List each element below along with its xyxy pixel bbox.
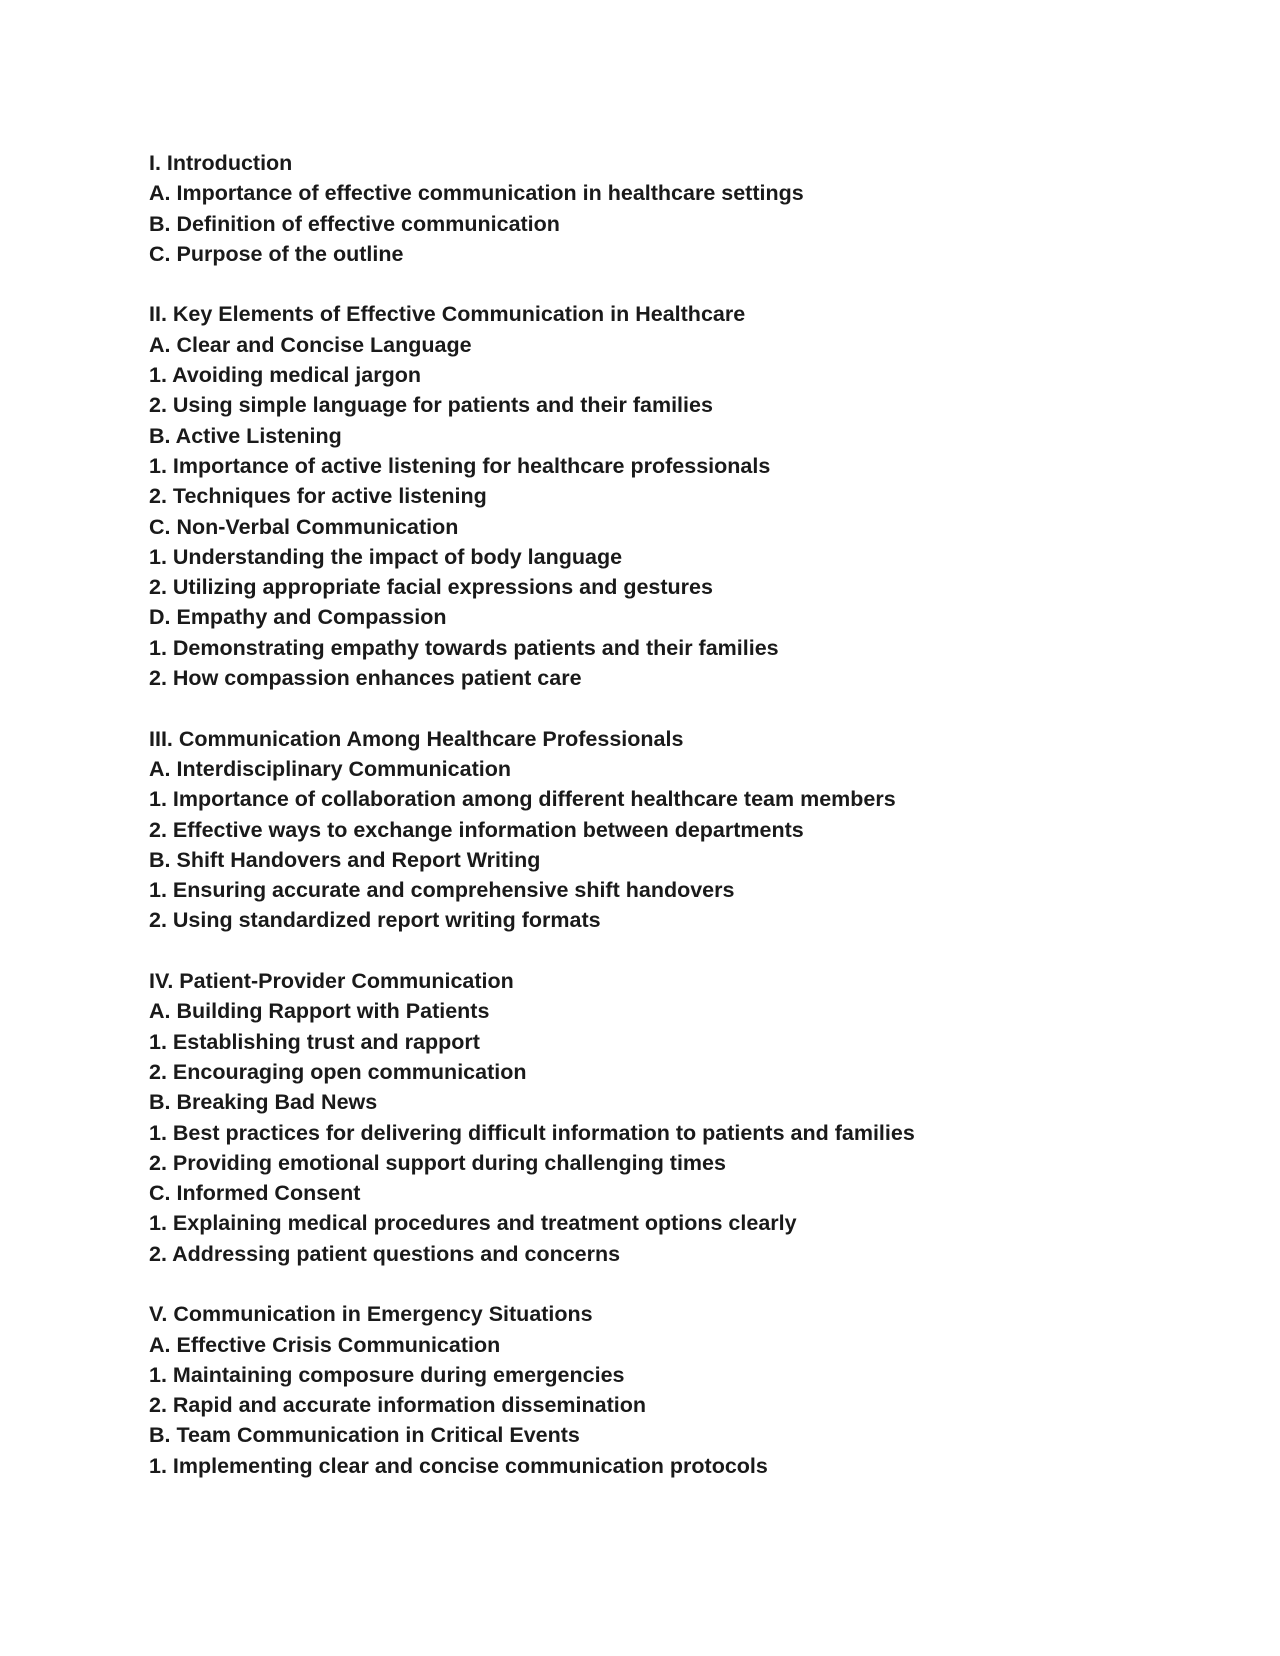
outline-item: C. Non-Verbal Communication <box>149 514 459 539</box>
outline-item: 1. Explaining medical procedures and treatment options clearly <box>149 1211 797 1236</box>
outline-item: 2. Utilizing appropriate facial expressions and gestures <box>149 575 713 600</box>
outline-item: 2. Rapid and accurate information dissemination <box>149 1393 646 1418</box>
section-heading: IV. Patient-Provider Communication <box>149 969 514 994</box>
outline-item: 2. Providing emotional support during challenging times <box>149 1150 726 1175</box>
outline-item: 1. Best practices for delivering difficult information to patients and families <box>149 1120 915 1145</box>
outline-item: A. Interdisciplinary Communication <box>149 756 511 781</box>
outline-item: C. Informed Consent <box>149 1181 361 1206</box>
outline-item: 2. Effective ways to exchange information between departments <box>149 817 804 842</box>
outline-item: A. Effective Crisis Communication <box>149 1332 501 1357</box>
outline-item: 2. Addressing patient questions and concerns <box>149 1241 621 1266</box>
outline-item: 2. How compassion enhances patient care <box>149 666 582 691</box>
outline-item: 2. Using simple language for patients and their families <box>149 393 713 418</box>
outline-item: A. Importance of effective communication in healthcare settings <box>149 181 804 206</box>
outline-item: 1. Establishing trust and rapport <box>149 1029 480 1054</box>
section-heading: II. Key Elements of Effective Communication in Healthcare <box>149 302 746 327</box>
outline-item: 1. Importance of active listening for healthcare professionals <box>149 453 771 478</box>
outline-item: 1. Demonstrating empathy towards patients and their families <box>149 635 779 660</box>
outline-item: A. Clear and Concise Language <box>149 332 472 357</box>
outline-item: 1. Implementing clear and concise communication protocols <box>149 1453 768 1478</box>
outline-item: 1. Understanding the impact of body language <box>149 544 623 569</box>
outline-item: B. Breaking Bad News <box>149 1090 378 1115</box>
outline-section <box>149 1299 1229 1481</box>
outline-item: A. Building Rapport with Patients <box>149 999 490 1024</box>
outline-item: 2. Techniques for active listening <box>149 484 487 509</box>
outline-item: 1. Maintaining composure during emergencies <box>149 1362 625 1387</box>
outline-item: 1. Importance of collaboration among different healthcare team members <box>149 787 896 812</box>
outline-item: 1. Ensuring accurate and comprehensive shift handovers <box>149 878 735 903</box>
outline-section <box>149 299 1229 693</box>
outline-item: C. Purpose of the outline <box>149 241 404 266</box>
outline-item: B. Definition of effective communication <box>149 211 560 236</box>
section-heading: V. Communication in Emergency Situations <box>149 1302 593 1327</box>
outline-item: D. Empathy and Compassion <box>149 605 447 630</box>
outline-section <box>149 148 1229 269</box>
outline-item: B. Active Listening <box>149 423 342 448</box>
outline-item: 1. Avoiding medical jargon <box>149 363 421 388</box>
outline-item: B. Shift Handovers and Report Writing <box>149 847 541 872</box>
section-heading: III. Communication Among Healthcare Professionals <box>149 726 684 751</box>
outline-item: 2. Encouraging open communication <box>149 1059 527 1084</box>
outline-section <box>149 724 1229 936</box>
outline-item: 2. Using standardized report writing formats <box>149 908 601 933</box>
section-heading: I. Introduction <box>149 151 293 175</box>
outline-item: B. Team Communication in Critical Events <box>149 1423 580 1448</box>
outline <box>149 148 1229 1511</box>
outline-section <box>149 966 1229 1269</box>
